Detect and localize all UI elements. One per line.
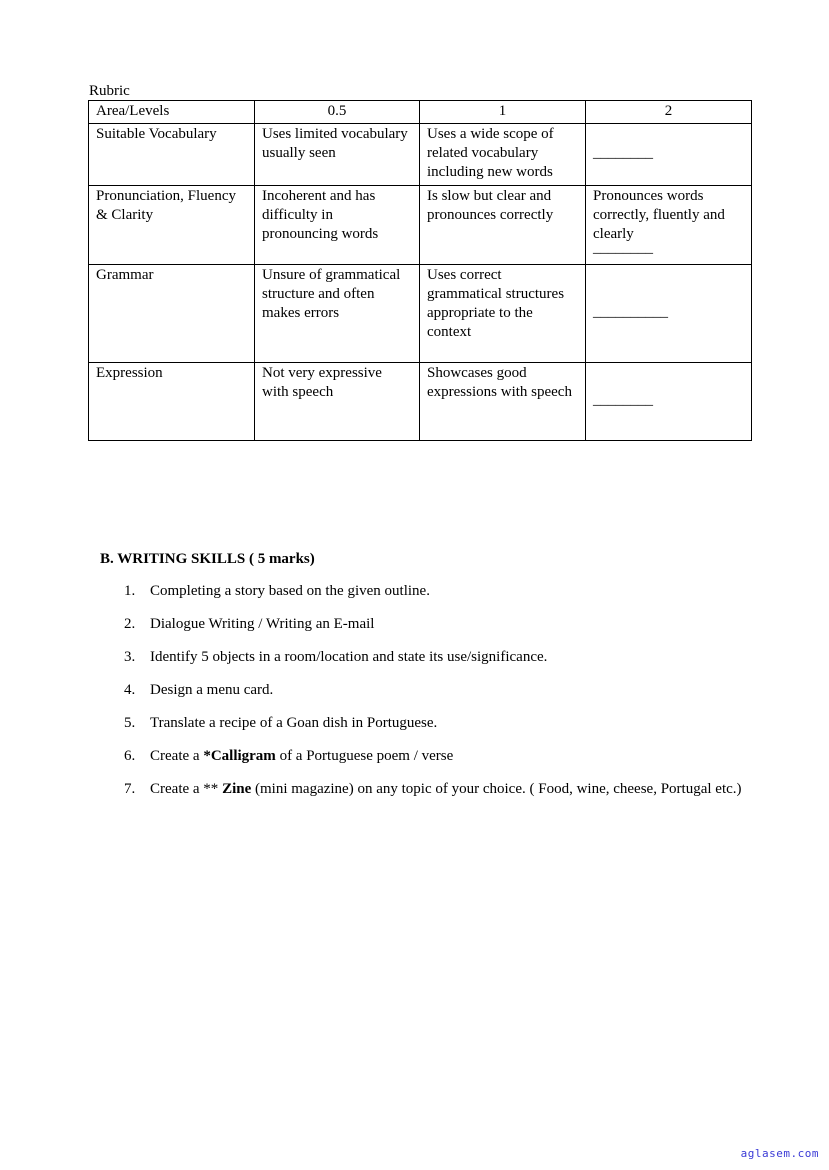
list-item bbox=[124, 747, 744, 770]
section-heading: B. WRITING SKILLS ( 5 marks) bbox=[100, 551, 315, 567]
rubric-table bbox=[88, 100, 752, 441]
area-cell: Grammar bbox=[89, 264, 255, 362]
item-text-bold: *Calligram bbox=[203, 748, 276, 764]
list-item bbox=[124, 615, 744, 638]
level-1-cell: Uses a wide scope of related vocabulary including new words bbox=[420, 124, 586, 186]
table-row bbox=[89, 124, 752, 186]
footer-watermark: aglasem.com bbox=[740, 1147, 819, 1160]
item-number: 7. bbox=[124, 781, 136, 797]
level-2-cell bbox=[586, 185, 752, 264]
item-number: 6. bbox=[124, 748, 136, 764]
table-row bbox=[89, 264, 752, 362]
item-text-post: of a Portuguese poem / verse bbox=[275, 748, 454, 764]
rubric-caption: Rubric bbox=[89, 83, 130, 99]
level-2-blank: __________ bbox=[586, 264, 752, 362]
header-level-2: 2 bbox=[586, 101, 752, 124]
level-2-text: Pronounces words correctly, fluently and clearly bbox=[593, 187, 725, 243]
item-number: 1. bbox=[124, 583, 136, 599]
level-0-5-cell: Unsure of grammatical structure and often makes errors bbox=[255, 264, 420, 362]
table-row bbox=[89, 362, 752, 440]
list-item bbox=[124, 780, 744, 803]
item-text: Translate a recipe of a Goan dish in Portuguese. bbox=[150, 715, 438, 731]
rubric-header-row bbox=[89, 101, 752, 124]
item-number: 3. bbox=[124, 649, 136, 665]
item-text: Dialogue Writing / Writing an E-mail bbox=[150, 616, 375, 632]
item-number: 2. bbox=[124, 616, 136, 632]
item-text-post: (mini magazine) on any topic of your choice. ( Food, wine, cheese, Portugal etc.) bbox=[251, 781, 742, 797]
list-item bbox=[124, 714, 744, 737]
list-item bbox=[124, 582, 744, 605]
list-item bbox=[124, 648, 744, 671]
item-text: Design a menu card. bbox=[150, 682, 274, 698]
writing-task-list bbox=[124, 582, 744, 813]
item-text: Identify 5 objects in a room/location and state its use/significance. bbox=[150, 649, 548, 665]
level-2-blank: ________ bbox=[593, 240, 653, 257]
level-2-blank: ________ bbox=[586, 362, 752, 440]
item-text bbox=[150, 743, 744, 770]
header-level-0-5: 0.5 bbox=[255, 101, 420, 124]
item-number: 5. bbox=[124, 715, 136, 731]
level-1-cell: Uses correct grammatical structures appropriate to the context bbox=[420, 264, 586, 362]
area-cell: Pronunciation, Fluency & Clarity bbox=[89, 185, 255, 264]
level-0-5-cell: Uses limited vocabulary usually seen bbox=[255, 124, 420, 186]
item-number: 4. bbox=[124, 682, 136, 698]
level-0-5-cell: Not very expressive with speech bbox=[255, 362, 420, 440]
header-area-levels: Area/Levels bbox=[89, 101, 255, 124]
list-item bbox=[124, 681, 744, 704]
level-1-cell: Showcases good expressions with speech bbox=[420, 362, 586, 440]
item-text-pre: Create a ** bbox=[150, 781, 223, 797]
item-text: Completing a story based on the given outline. bbox=[150, 583, 430, 599]
area-cell: Suitable Vocabulary bbox=[89, 124, 255, 186]
item-text-bold: Zine bbox=[222, 781, 252, 797]
table-row bbox=[89, 185, 752, 264]
area-cell: Expression bbox=[89, 362, 255, 440]
level-2-blank: ________ bbox=[586, 124, 752, 186]
level-1-cell: Is slow but clear and pronounces correctly bbox=[420, 185, 586, 264]
item-text-pre: Create a bbox=[150, 748, 204, 764]
header-level-1: 1 bbox=[420, 101, 586, 124]
level-0-5-cell: Incoherent and has difficulty in pronouncing words bbox=[255, 185, 420, 264]
item-text bbox=[150, 776, 744, 803]
